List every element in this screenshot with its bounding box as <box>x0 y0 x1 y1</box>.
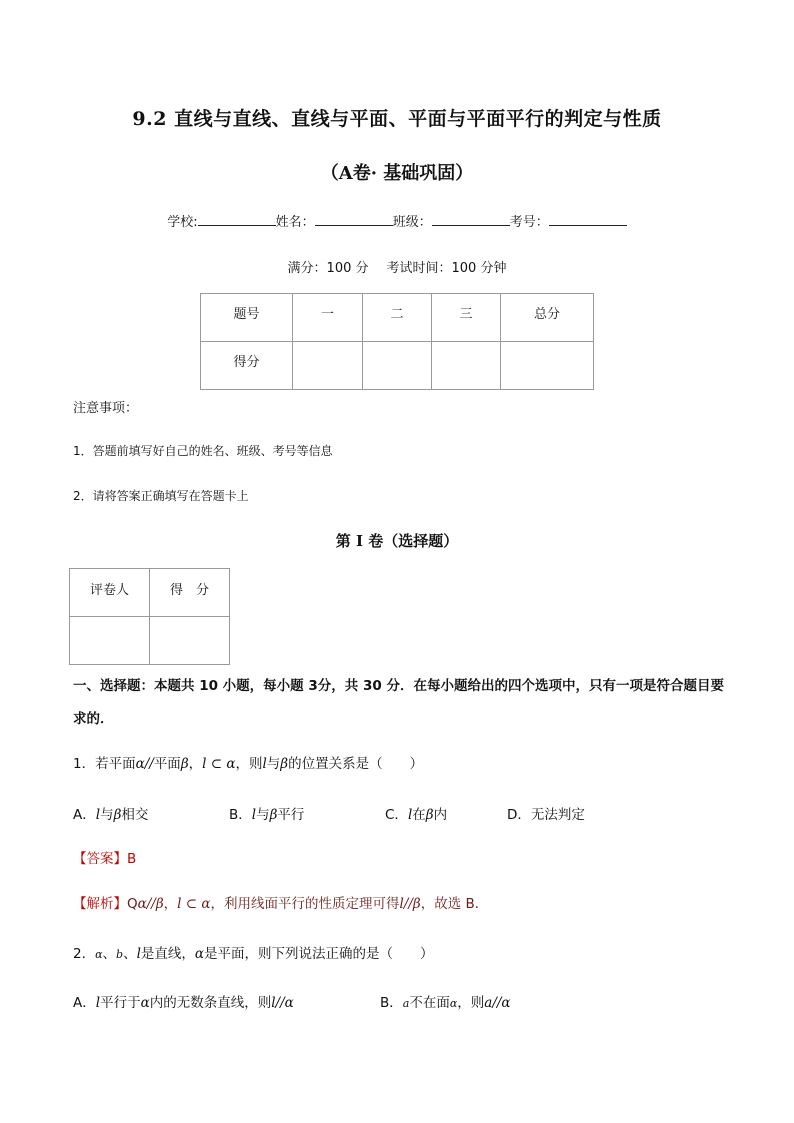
q1-text: 与 <box>266 756 281 772</box>
q1-text: 1．若平面 <box>73 756 136 772</box>
question-1-options <box>73 803 585 823</box>
q1-math: l <box>262 756 267 772</box>
exam-time: 考试时间：100 分钟 <box>386 261 507 276</box>
name-label: 姓名： <box>275 215 315 230</box>
q1-text: ， <box>188 756 203 772</box>
q1-math: β <box>180 756 189 772</box>
question-2-options <box>73 991 511 1011</box>
q1-text: 平面 <box>153 756 181 772</box>
q1-option-c[interactable]: C．l在β内 <box>385 807 448 823</box>
grader-header-row <box>70 569 230 617</box>
q1-text: 的位置关系是（ ） <box>288 756 424 772</box>
grader-cell[interactable] <box>150 617 230 665</box>
score-header-cell: 一 <box>293 294 363 342</box>
q2-math: b <box>116 948 124 961</box>
score-header-cell: 题号 <box>201 294 293 342</box>
q2-text: 是平面，则下列说法正确的是（ ） <box>204 946 434 962</box>
score-cell[interactable] <box>363 342 432 390</box>
exam-no-label: 考号： <box>509 215 549 230</box>
school-blank[interactable] <box>198 213 276 226</box>
expl-text: ， <box>163 896 178 912</box>
expl-math: α//β <box>137 896 164 912</box>
grader-header-cell: 得 分 <box>150 569 230 617</box>
school-label: 学校: <box>167 215 198 230</box>
page-subtitle: （A卷· 基础巩固） <box>320 163 474 184</box>
grader-cell[interactable] <box>70 617 150 665</box>
q2-text: 2． <box>73 946 96 962</box>
explanation-label: 【解析】 <box>73 896 127 912</box>
question-2-stem <box>73 942 434 962</box>
section-title: 第 I 卷（选择题） <box>335 532 459 550</box>
score-header-cell: 二 <box>363 294 432 342</box>
grader-header-cell: 评卷人 <box>70 569 150 617</box>
note-item: 2．请将答案正确填写在答题卡上 <box>73 489 249 503</box>
score-header-cell: 三 <box>432 294 501 342</box>
grader-value-row <box>70 617 230 665</box>
expl-text: ，故选 B． <box>420 896 489 912</box>
score-header-cell: 总分 <box>501 294 594 342</box>
class-blank[interactable] <box>432 213 510 226</box>
full-score: 满分：100 分 <box>287 261 369 276</box>
q2-math: α <box>194 946 205 962</box>
score-row-label: 得分 <box>201 342 293 390</box>
score-cell[interactable] <box>432 342 501 390</box>
q2-option-a[interactable]: A．l平行于α内的无数条直线，则l//α <box>73 995 294 1011</box>
name-blank[interactable] <box>315 213 393 226</box>
expl-math: l//β <box>399 896 421 912</box>
answer-label: 【答案】 <box>73 851 127 867</box>
note-item: 1．答题前填写好自己的姓名、班级、考号等信息 <box>73 444 333 458</box>
q2-text: 是直线， <box>140 946 195 962</box>
q1-math: β <box>280 756 289 772</box>
q1-option-a[interactable]: A．l与β相交 <box>73 807 149 823</box>
because-symbol: Q <box>127 896 138 912</box>
q1-option-b[interactable]: B．l与β平行 <box>229 807 305 823</box>
notes-heading: 注意事项： <box>73 401 139 416</box>
answer-value: B <box>127 851 137 867</box>
question-1-stem <box>73 752 423 772</box>
q1-answer <box>73 847 136 867</box>
q1-text: ，则 <box>235 756 263 772</box>
q2-math: l <box>136 946 141 962</box>
q2-text: 、 <box>123 946 137 962</box>
expl-text: ，利用线面平行的性质定理可得 <box>210 896 400 912</box>
q2-math: α <box>95 948 103 961</box>
expl-math: l ⊂ α <box>177 896 211 912</box>
page-title: 9.2 直线与直线、直线与平面、平面与平面平行的判定与性质 <box>132 108 662 130</box>
q1-explanation <box>73 892 488 912</box>
student-info-line <box>0 211 794 230</box>
class-label: 班级： <box>392 215 432 230</box>
q1-option-d[interactable]: D．无法判定 <box>507 807 585 823</box>
score-table-score-row <box>201 342 594 390</box>
score-table-header-row <box>201 294 594 342</box>
exam-no-blank[interactable] <box>549 213 627 226</box>
grader-table <box>69 568 230 665</box>
q1-math: α// <box>135 756 154 772</box>
q1-math: l ⊂ α <box>202 756 236 772</box>
score-table <box>200 293 594 390</box>
score-cell[interactable] <box>501 342 594 390</box>
q2-text: 、 <box>102 946 117 962</box>
q2-option-b[interactable]: B．a不在面α，则a//α <box>380 995 511 1011</box>
score-cell[interactable] <box>293 342 363 390</box>
section-instructions: 一、选择题：本题共 10 小题，每小题 3分，共 30 分．在每小题给出的四个选项中，只有一项是符合题目要求的． <box>73 678 724 727</box>
exam-meta-line <box>0 257 794 276</box>
